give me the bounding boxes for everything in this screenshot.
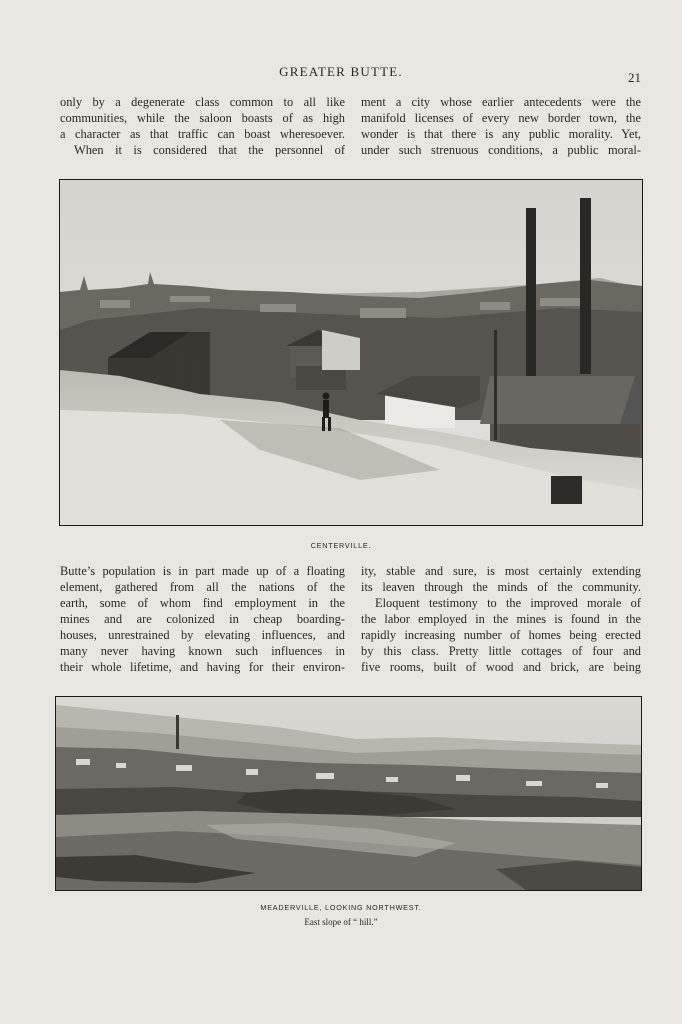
- top-left-column: [60, 94, 345, 158]
- text-line: manifold licenses of every new border town, the: [361, 111, 641, 125]
- text-line: a character as that traffic can boast wheresoever.: [60, 127, 345, 141]
- text-line: under such strenuous conditions, a public moral-: [361, 143, 641, 157]
- text-line: its leaven through the minds of the community.: [361, 580, 641, 594]
- running-head: GREATER BUTTE.: [279, 64, 403, 79]
- figure-caption: MEADERVILLE, LOOKING NORTHWEST.: [260, 903, 422, 912]
- text-line: ity, stable and sure, is most certainly extending: [361, 564, 641, 578]
- text-line: mines and are colonized in cheap boarding-: [60, 612, 345, 626]
- text-line: When it is considered that the personnel of: [74, 143, 345, 157]
- text-line: earth, some of whom find employment in the: [60, 596, 345, 610]
- text-line: only by a degenerate class common to all like: [60, 95, 345, 109]
- text-line: houses, unrestrained by elevating influences, and: [60, 628, 345, 642]
- text-line: many never having known such influences in: [60, 644, 345, 658]
- page-number: 21: [628, 70, 641, 85]
- text-line: Butte’s population is in part made up of a floating: [60, 564, 345, 578]
- top-right-column: [361, 94, 641, 158]
- text-line: wonder is that there is any public morality. Yet,: [361, 127, 641, 141]
- middle-right-column: [361, 563, 641, 675]
- text-line: communities, while the saloon boasts of as high: [60, 111, 345, 125]
- text-line: the labor employed in the mines is found in the: [361, 612, 641, 626]
- text-line: Eloquent testimony to the improved morale of: [375, 596, 641, 610]
- centerville-photograph: [59, 179, 643, 526]
- text-line: five rooms, built of wood and brick, are being: [361, 660, 641, 674]
- text-line: rapidly increasing number of homes being erected: [361, 628, 641, 642]
- meaderville-photograph: [55, 696, 642, 891]
- text-line: by this class. Pretty little cottages of four and: [361, 644, 641, 658]
- figure-caption: CENTERVILLE.: [310, 541, 372, 550]
- text-line: ment a city whose earlier antecedents were the: [361, 95, 641, 109]
- figure-subcaption: East slope of “ hill.”: [304, 917, 378, 927]
- text-line: element, gathered from all the nations of the: [60, 580, 345, 594]
- middle-left-column: [60, 563, 345, 675]
- text-line: their whole lifetime, and having for their environ-: [60, 660, 345, 674]
